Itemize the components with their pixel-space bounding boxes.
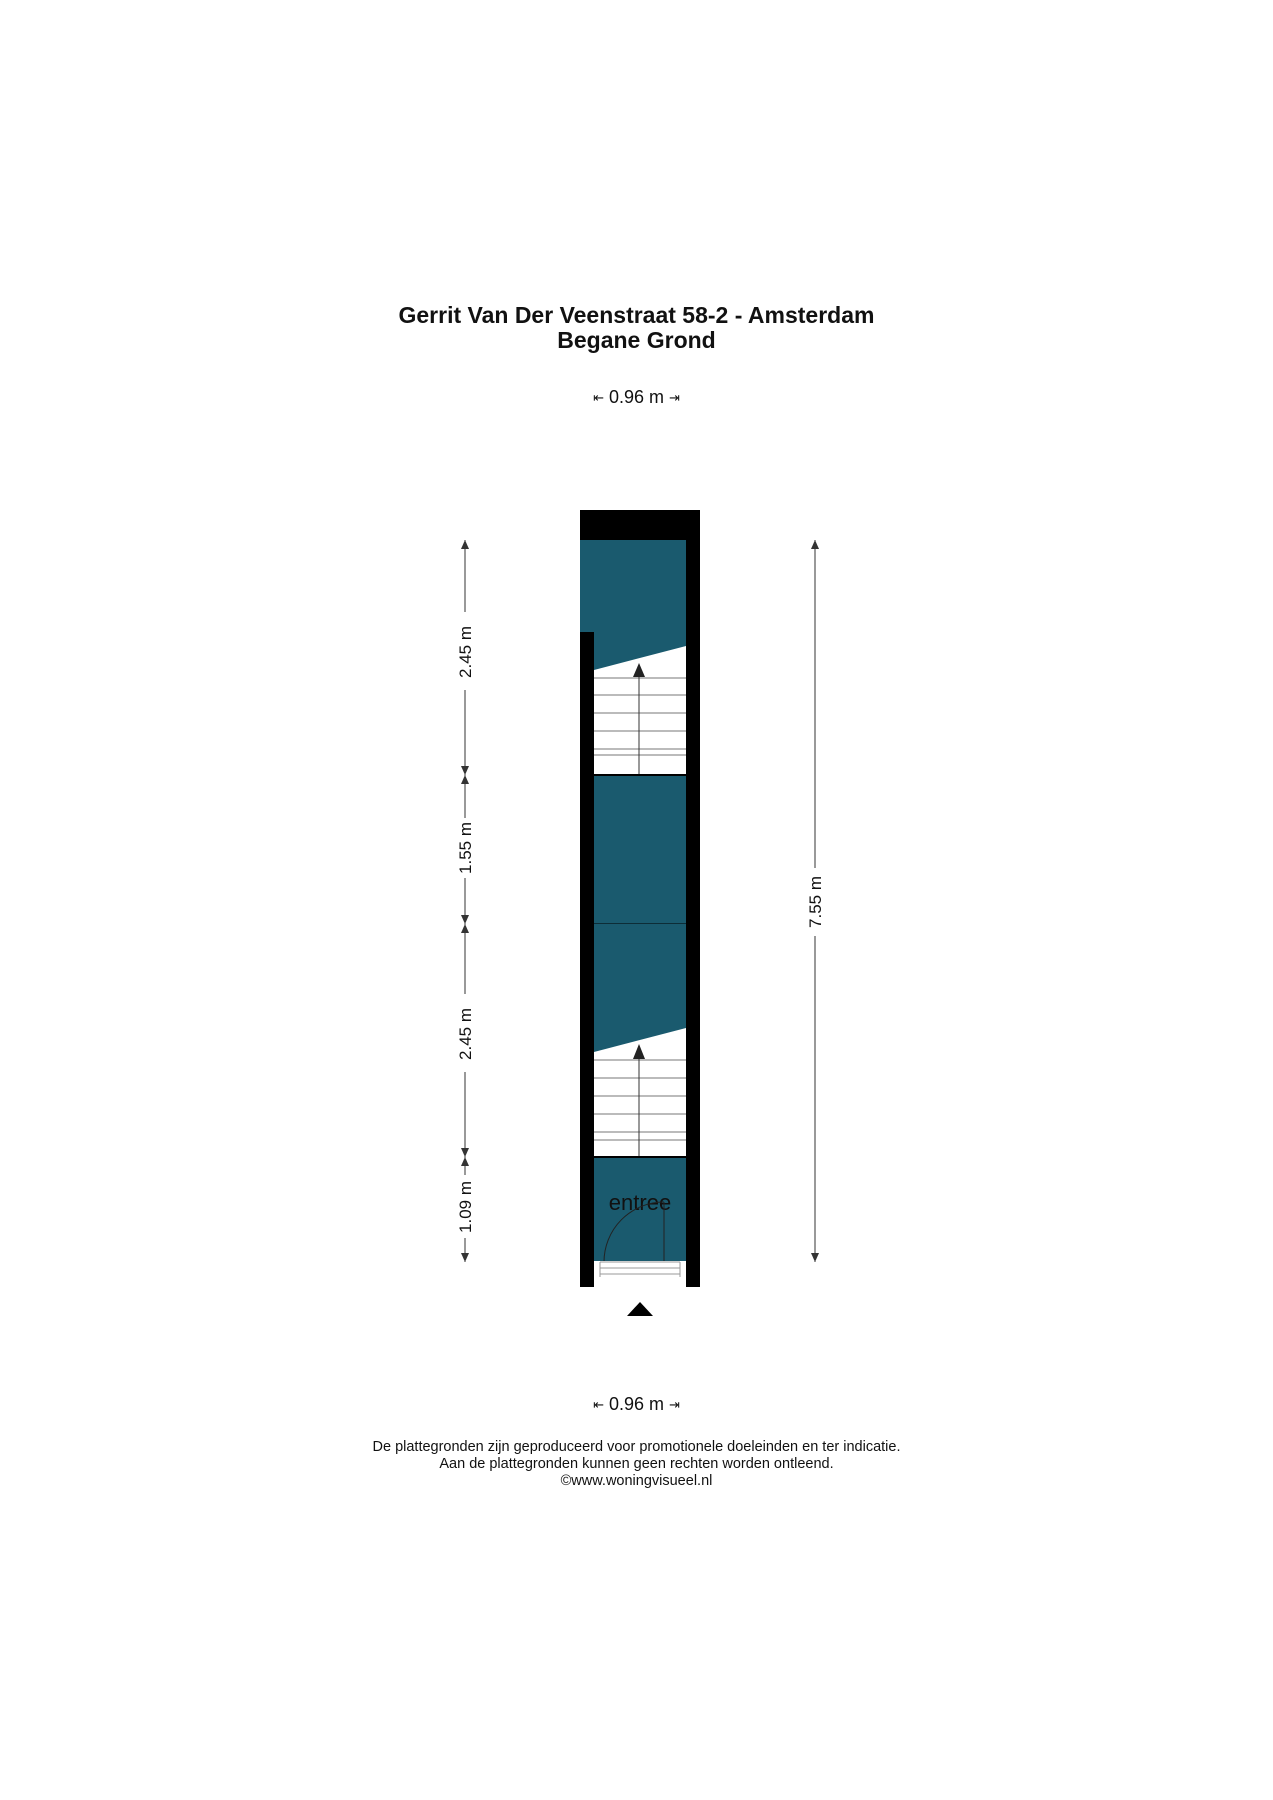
disclaimer-line-1: De plattegronden zijn geproduceerd voor promotionele doeleinden en ter indicatie. [372,1439,901,1455]
dim-label-middle-room: 1.55 m [456,822,475,874]
copyright-line: ©www.woningvisueel.nl [560,1473,713,1489]
left-arrow-icon: ⇤ [593,1397,604,1412]
right-arrow-icon: ⇥ [669,390,680,405]
dim-label-stair-upper: 2.45 m [456,626,475,678]
dim-label-total-length: 7.55 m [806,876,825,928]
right-arrow-icon: ⇥ [669,1397,680,1412]
floor-name: Begane Grond [557,327,716,353]
lower-landing [594,924,686,1052]
width-label-top: 0.96 m [608,387,665,407]
entrance-arrow-icon [627,1302,653,1316]
upper-stair-arrow-icon [633,663,645,677]
top-wall [580,510,700,540]
right-wall [686,540,700,1287]
room-label-entree: entree [608,1190,672,1215]
width-label-bottom: 0.96 m [608,1394,665,1414]
dim-label-entree: 1.09 m [456,1181,475,1233]
left-wall [580,540,594,1287]
middle-room [594,775,686,924]
disclaimer [0,1439,1273,1490]
width-dimension-bottom [0,1394,1273,1415]
upper-stair [594,672,686,775]
lower-stair-arrow-icon [633,1044,645,1059]
plan-title: Gerrit Van Der Veenstraat 58-2 - Amsterdam [398,302,875,328]
upper-landing [580,540,686,670]
left-arrow-icon: ⇤ [593,390,604,405]
dim-label-stair-lower: 2.45 m [456,1008,475,1060]
lower-stair [594,1054,686,1157]
disclaimer-line-2: Aan de plattegronden kunnen geen rechten worden ontleend. [439,1456,834,1472]
